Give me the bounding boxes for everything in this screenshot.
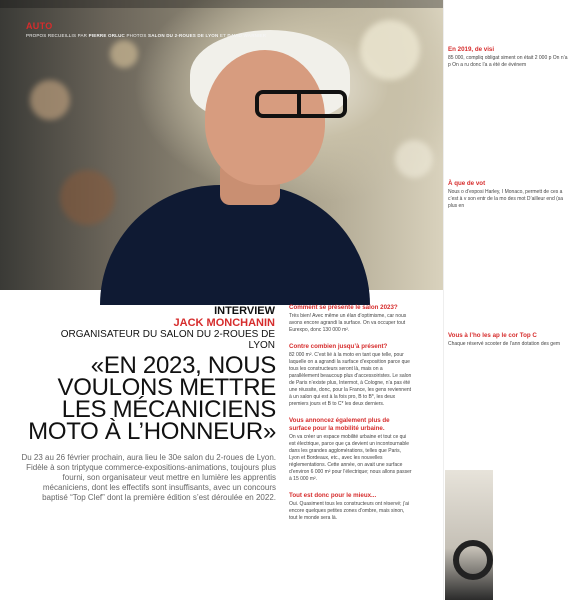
- background-light: [110, 40, 138, 68]
- credits-and: ET: [219, 33, 226, 38]
- credits-prefix: PROPOS RECUEILLIS PAR: [26, 33, 88, 38]
- background-light: [60, 170, 115, 225]
- interviewee-role: ORGANISATEUR DU SALON DU 2-ROUES DE LYON: [60, 329, 275, 351]
- photo-credits: [26, 33, 266, 38]
- top-shade: [0, 0, 443, 8]
- question: En 2019, de visi: [448, 46, 495, 53]
- answer: 82 000 m². C’est lié à la moto en tant que telle, pour laquelle on a agrandi la surface d’exposition parce que tous les constructeurs seront là, mais on a parallèlement beaucoup plus d’accessoiristes. Le salon de Paris n’existe plus, Intermot, à Cologne, n’a pas été une réussite, donc, pour la France, les gens reviennent à un salon qui est à la fois pro, B to B*, les deux premiers jours et B to C* les deux derniers.: [289, 352, 412, 407]
- headline: «EN 2023, NOUS VOULONS METTRE LES MÉCANICIENS MOTO À L’HONNEUR»: [28, 352, 276, 445]
- hero-photo: [0, 0, 443, 290]
- credits-author: PIERRE ORLUC: [88, 33, 125, 38]
- answer: On va créer un espace mobilité urbaine et tout ce qui est électrique, parce que ça devient un incontournable dans les grandes agglomérations, telles que Paris, Lyon et Bordeaux, etc., avec les nouvelles réglementations. Cette année, on avait une surface d’environ 6 000 m² pour l’électrique; nous allons passer à 15 000 m².: [289, 434, 412, 482]
- qa-block: [448, 180, 568, 218]
- intro-paragraph: Du 23 au 26 février prochain, aura lieu le 30e salon du 2-roues de Lyon. Fidèle à son triptyque commerce-expositions-animations, toujours plus fourni, son organisateur veut mettre en lumière les apprentis mécaniciens, dont les effectifs sont insuffisants, avec un concours baptisé “Top Clef” dont la première édition s’est déroulée en 2022.: [21, 453, 276, 502]
- answer: Chaque réservé scooter de l’ann dotation des gem: [448, 341, 561, 347]
- kicker: INTERVIEW: [214, 305, 275, 317]
- qa-block: [448, 332, 568, 356]
- question: Contre combien jusqu’à présent?: [289, 343, 388, 350]
- question: Tout est donc pour le mieux...: [289, 492, 377, 499]
- background-light: [30, 80, 70, 120]
- question: Vous à l’ho les ap le cor Top C: [448, 332, 537, 339]
- motorcycle-wheel: [453, 540, 493, 580]
- credits-source: SALON DU 2-ROUES DE LYON: [148, 33, 219, 38]
- question: Comment se présente le salon 2023?: [289, 304, 398, 311]
- interviewee-name: JACK MONCHANIN: [173, 317, 275, 329]
- answer: Très bien! Avec même un élan d’optimisme, car nous avons encore agrandi la surface. On va occuper tout Eurexpo, donc 130 000 m².: [289, 313, 407, 333]
- question: À que de vot: [448, 180, 486, 187]
- question: Vous annoncez également plus de surface pour la mobilité urbaine.: [289, 417, 390, 432]
- section-tag: AUTO: [26, 21, 53, 31]
- motorcycle-photo: [445, 470, 493, 600]
- answer: 85 000, compliq obligat siment on était 2 000 p On n’a p On a ru donc l’a a été de événem: [448, 55, 568, 68]
- qa-block: [448, 46, 568, 77]
- background-light: [395, 140, 433, 178]
- credits-photos-label: PHOTOS: [126, 33, 147, 38]
- interview-header: [60, 305, 275, 351]
- answer: Oui. Quasiment tous les constructeurs ont réservé; j’ai encore quelques petites zones d’ombre, mais sinon, tout le monde sera là.: [289, 501, 410, 521]
- credits-photographer: DAVID WARNIER: [227, 33, 267, 38]
- subject-glasses: [255, 90, 347, 118]
- qa-column-middle: [289, 304, 413, 531]
- background-light: [360, 20, 420, 80]
- answer: Nous o d’exposi Harley, I Monaco, permett de ces a c’est à v son entr de la mo des mot D’ailleur end (sa plus en: [448, 189, 564, 209]
